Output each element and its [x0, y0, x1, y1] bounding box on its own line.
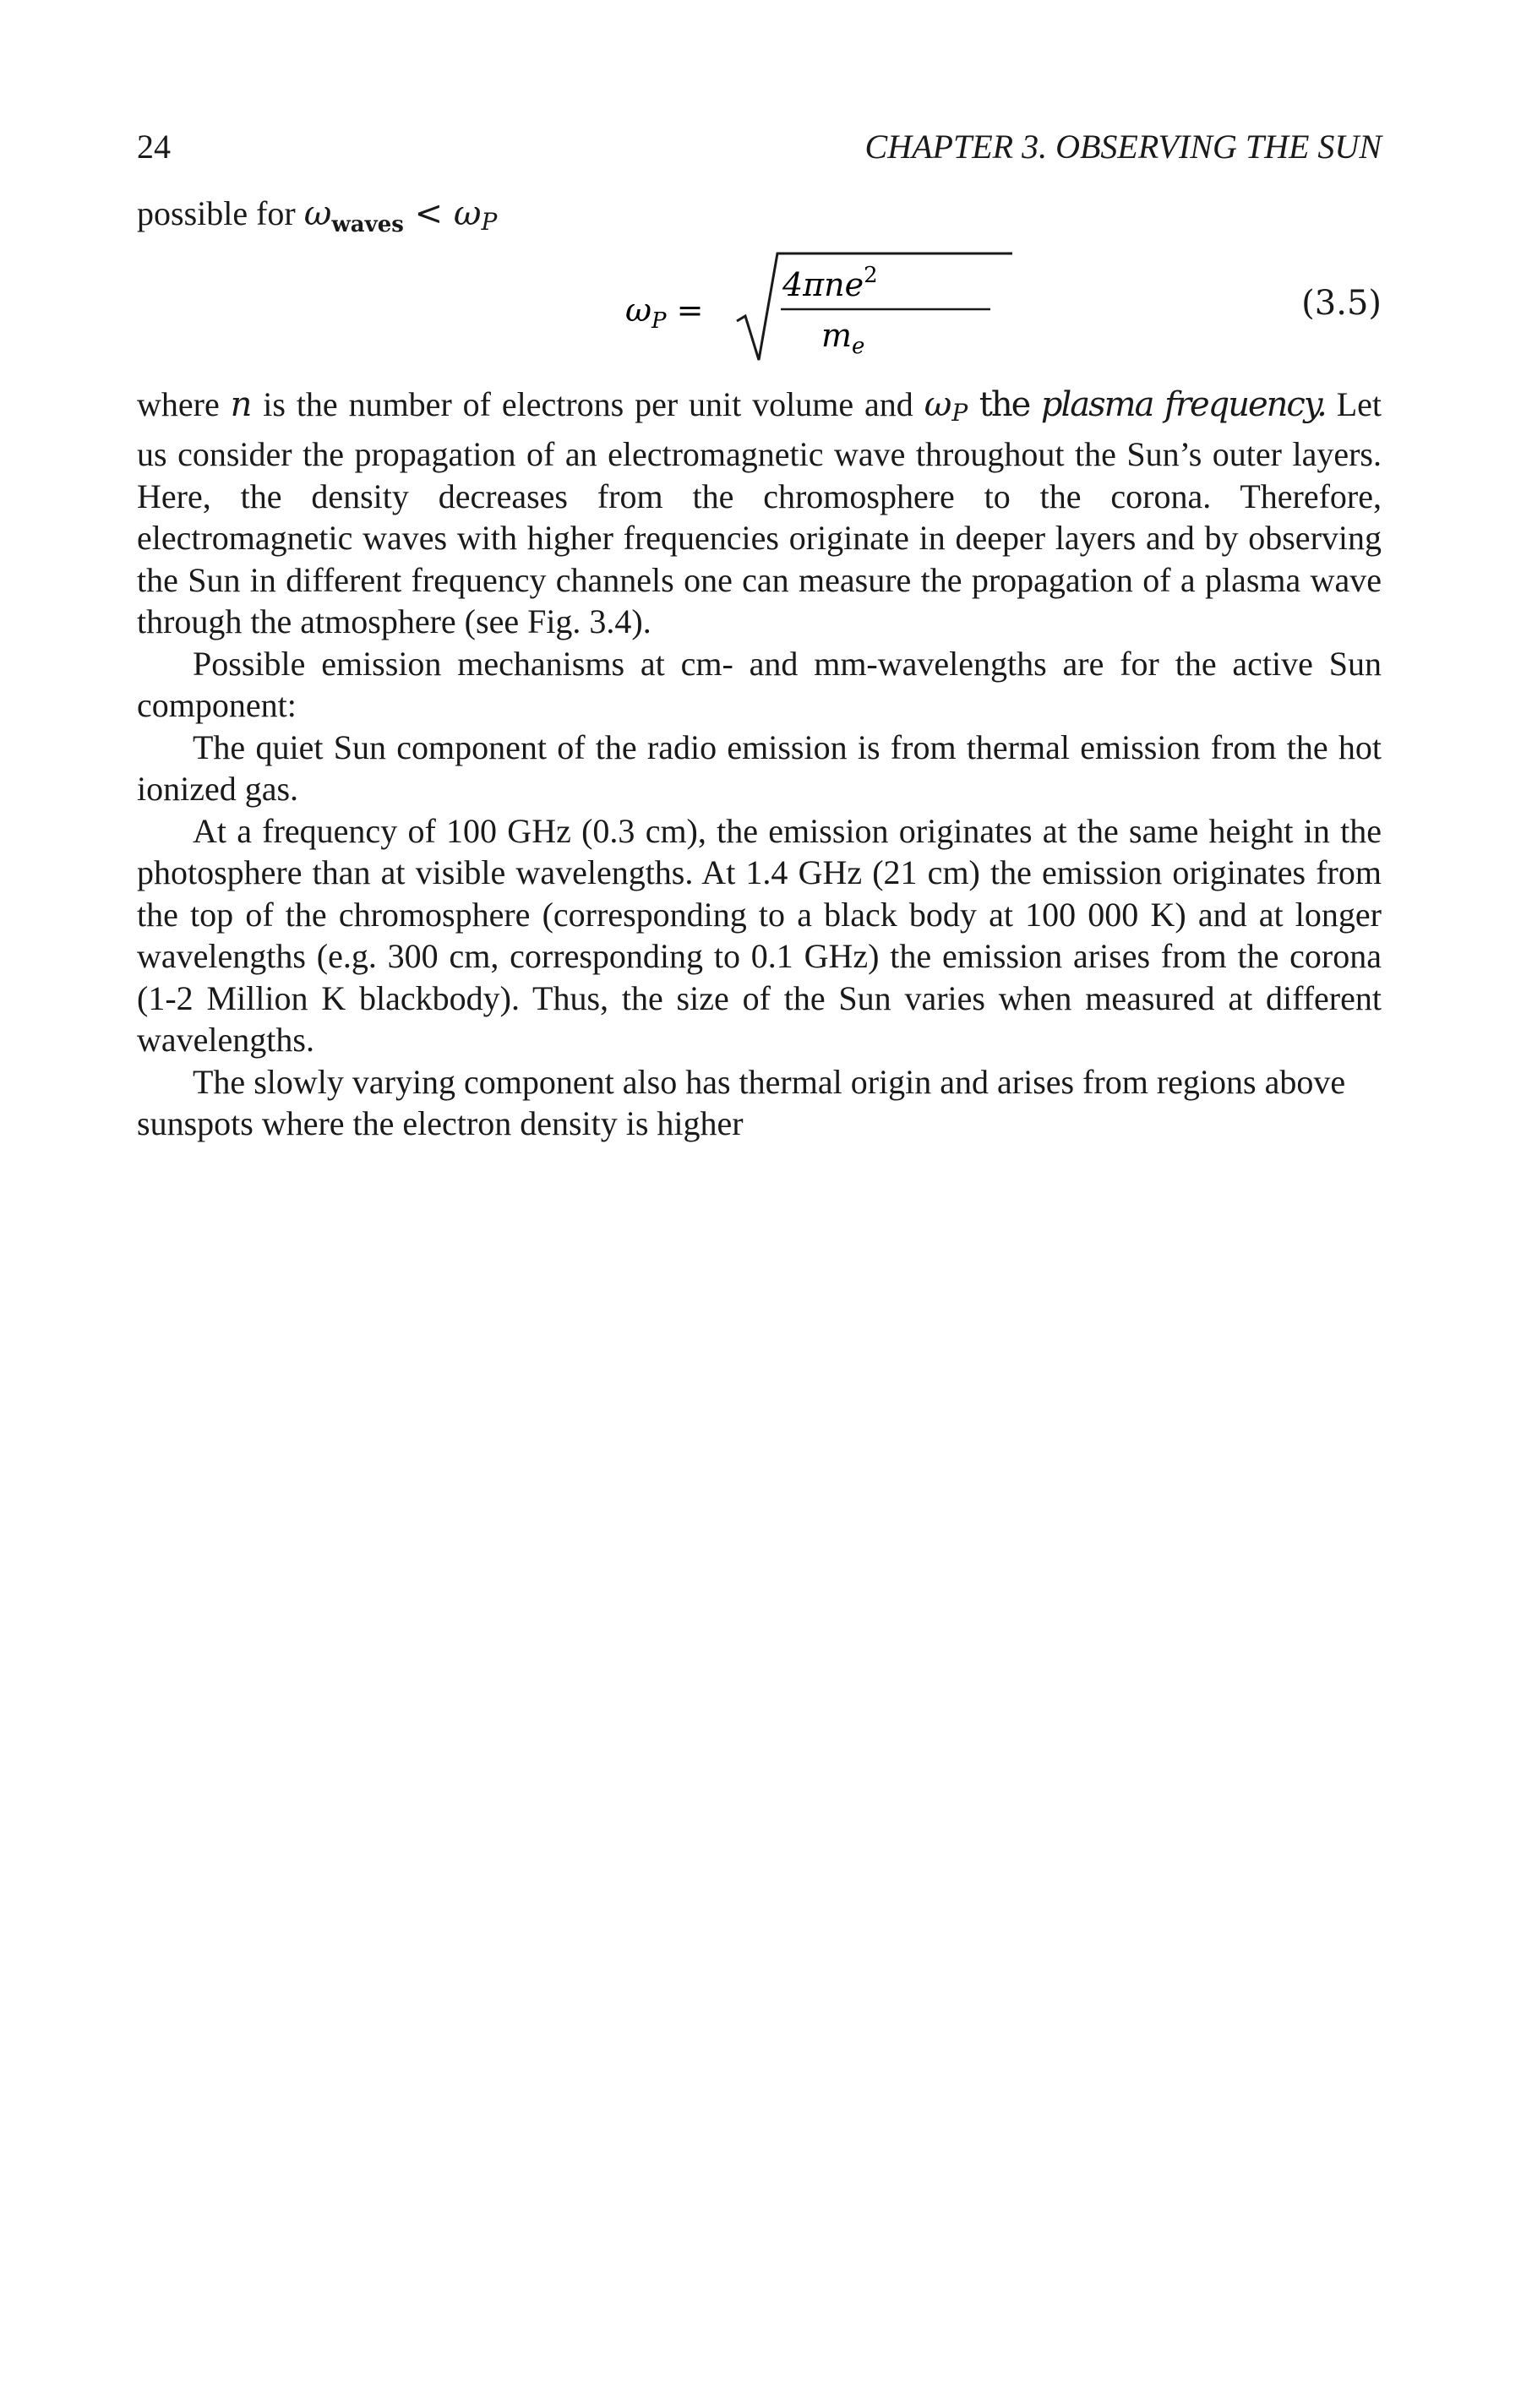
omega-symbol-p: ω — [453, 194, 482, 233]
page-number: 24 — [137, 128, 171, 166]
p1-text-a: where — [137, 384, 231, 423]
equation-3-5 — [137, 243, 1382, 379]
paragraph-3: The quiet Sun component of the radio emission is from thermal emission from the hot ionized gas. — [137, 727, 1382, 808]
paragraph-1 — [137, 384, 1382, 643]
omega-symbol: ω — [303, 194, 332, 233]
subscript-p: P — [481, 208, 498, 236]
subscript-waves: waves — [331, 212, 404, 237]
less-than-sign: < — [403, 194, 454, 233]
page — [137, 127, 1382, 1145]
intro-line — [137, 193, 1382, 247]
equation-number: (3.5) — [1301, 283, 1382, 323]
equation-svg — [625, 243, 1031, 379]
intro-text: possible for — [137, 194, 304, 232]
paragraph-2: Possible emission mechanisms at cm- and mm-wavelengths are for the active Sun component: — [137, 644, 1382, 724]
eq-lhs-full: $\omega_P$ = — [625, 291, 704, 334]
p1-n: n — [230, 384, 253, 424]
chapter-title: CHAPTER 3. OBSERVING THE SUN — [864, 128, 1382, 166]
paragraph-5: The slowly varying component also has thermal origin and arises from regions above sunspots where the electron density is higher — [137, 1062, 1346, 1142]
eq-denominator: $m_e$ — [821, 316, 865, 359]
p1-omega: ω — [924, 384, 952, 424]
running-head — [137, 127, 1382, 167]
p1-text-b: is the number of electrons per unit volume and — [252, 384, 924, 423]
p1-subscript-p: P — [951, 398, 968, 427]
paragraph-4: At a frequency of 100 GHz (0.3 cm), the emission originates at the same height in the photosphere than at visible wavelengths. At 1.4 GHz (21 cm) the emission originates from the top of the chromosphere (corresponding to a black body at 100 000 K) and at longer wavelengths (e.g. 300 cm, corresponding to 0.1 GHz) the emission arises from the corona (1-2 Million K blackbody). Thus, the size of the Sun varies when measured at different wavelengths. — [137, 811, 1382, 1059]
eq-numerator: 4πne$^2$ — [782, 262, 878, 303]
plasma-frequency-equation — [625, 243, 1031, 379]
p1-emphasis: plasma frequency. — [1040, 384, 1326, 424]
p1-text-d: Let us consider the propagation of an electromagnetic wave throughout the Sun’s outer layers. Here, the density decreases from the chromosphere to the corona. Therefore, electromagnetic waves with higher frequencies originate in deeper layers and by observing the Sun in different frequency channels one can measure the propagation of a plasma wave through the atmosphere (see Fig. 3.4). — [137, 384, 1382, 640]
p1-text-c: the — [968, 384, 1041, 424]
